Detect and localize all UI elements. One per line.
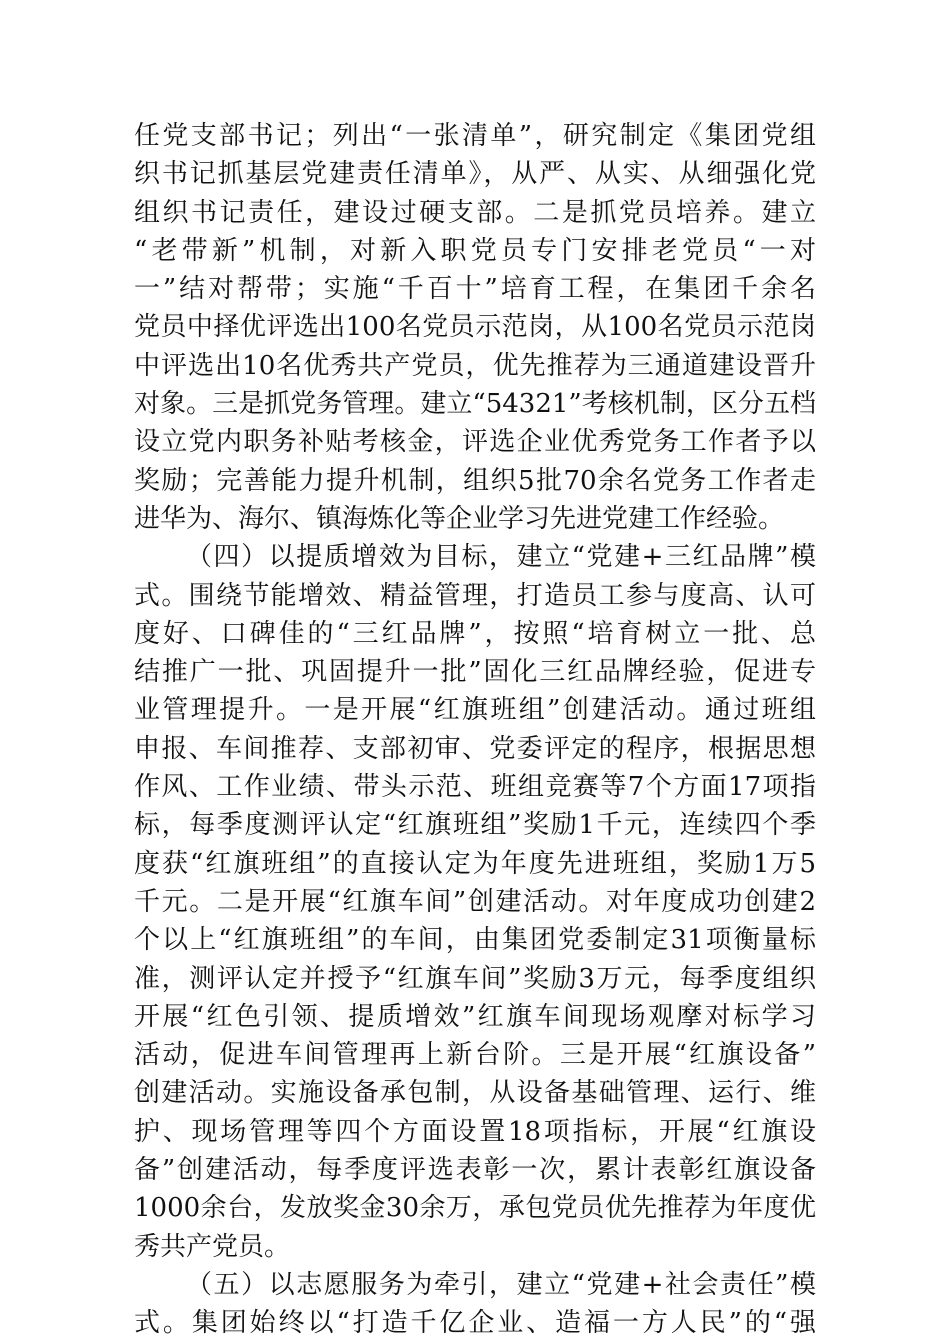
text-line: 开展“红色引领、提质增效”红旗车间现场观摩对标学习 (134, 1001, 816, 1032)
section-heading-line: （五）以志愿服务为牵引，建立“党建+社会责任”模 (186, 1269, 816, 1300)
text-line: 千元。二是开展“红旗车间”创建活动。对年度成功创建2 (134, 886, 816, 917)
text-line: 度获“红旗班组”的直接认定为年度先进班组，奖励1万5 (134, 848, 816, 879)
text-line: 备”创建活动，每季度评选表彰一次，累计表彰红旗设备 (134, 1155, 816, 1186)
text-line: “老带新”机制，对新入职党员专门安排老党员“一对 (134, 235, 816, 266)
text-line: 1000余台，发放奖金30余万，承包党员优先推荐为年度优 (134, 1193, 816, 1224)
text-line: 式。集团始终以“打造千亿企业、造福一方人民”的“强 (134, 1308, 816, 1339)
section-heading-line: （四）以提质增效为目标，建立“党建+三红品牌”模 (186, 542, 816, 573)
text-line: 织书记抓基层党建责任清单》，从严、从实、从细强化党 (134, 159, 816, 190)
text-line: 度好、口碑佳的“三红品牌”，按照“培育树立一批、总 (134, 618, 816, 649)
text-line: 个以上“红旗班组”的车间，由集团党委制定31项衡量标 (134, 925, 816, 956)
text-line: 准，测评认定并授予“红旗车间”奖励3万元，每季度组织 (134, 963, 816, 994)
text-line: 奖励；完善能力提升机制，组织5批70余名党务工作者走 (134, 465, 816, 496)
text-line: 创建活动。实施设备承包制，从设备基础管理、运行、维 (134, 1078, 816, 1109)
document-body (134, 117, 816, 1343)
text-line: 作风、工作业绩、带头示范、班组竞赛等7个方面17项指 (134, 772, 816, 803)
text-line: 护、现场管理等四个方面设置18项指标，开展“红旗设 (134, 1116, 816, 1147)
text-line: 任党支部书记；列出“一张清单”，研究制定《集团党组 (134, 121, 816, 151)
text-line: 组织书记责任，建设过硬支部。二是抓党员培养。建立 (134, 197, 816, 228)
text-line: 党员中择优评选出100名党员示范岗，从100名党员示范岗 (134, 312, 816, 343)
text-line: 设立党内职务补贴考核金，评选企业优秀党务工作者予以 (134, 427, 816, 458)
text-line: 业管理提升。一是开展“红旗班组”创建活动。通过班组 (134, 695, 816, 726)
text-line: 标，每季度测评认定“红旗班组”奖励1千元，连续四个季 (134, 810, 816, 841)
text-line: 结推广一批、巩固提升一批”固化三红品牌经验，促进专 (134, 657, 816, 688)
text-line: 对象。三是抓党务管理。建立“54321”考核机制，区分五档 (134, 389, 816, 420)
paragraph-end-line: 秀共产党员。 (134, 1231, 291, 1262)
text-line: 申报、车间推荐、支部初审、党委评定的程序，根据思想 (134, 733, 816, 764)
text-line: 一”结对帮带；实施“千百十”培育工程，在集团千余名 (134, 274, 816, 305)
paragraph-end-line: 进华为、海尔、镇海炼化等企业学习先进党建工作经验。 (134, 503, 785, 534)
text-line: 式。围绕节能增效、精益管理，打造员工参与度高、认可 (134, 580, 816, 611)
text-line: 活动，促进车间管理再上新台阶。三是开展“红旗设备” (134, 1040, 816, 1071)
text-line: 中评选出10名优秀共产党员，优先推荐为三通道建设晋升 (134, 350, 816, 381)
